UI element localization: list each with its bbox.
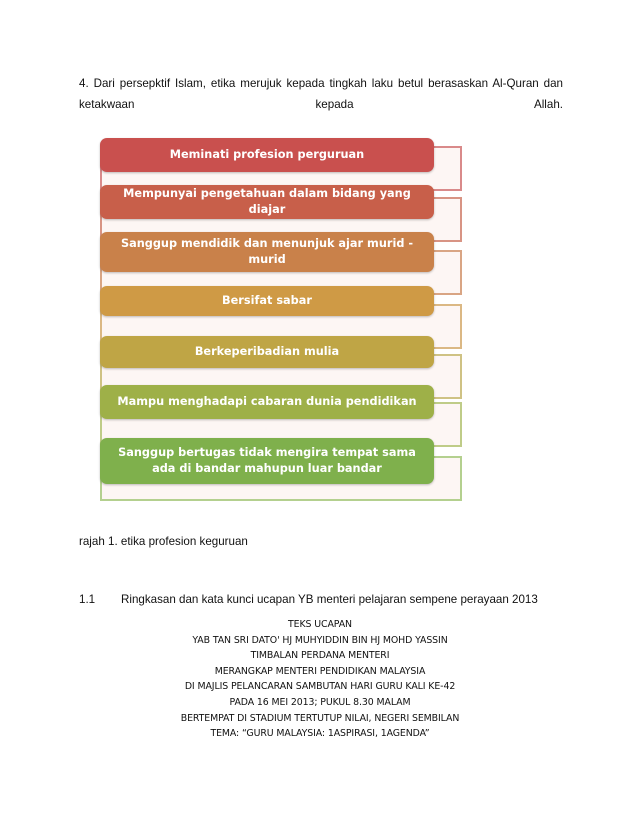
diagram-item-5 (100, 336, 434, 368)
section-heading (79, 593, 538, 606)
diagram-item-label: Mampu menghadapi cabaran dunia pendidikan (117, 395, 417, 408)
diagram-item-3 (100, 232, 434, 272)
diagram-item-4 (100, 286, 434, 316)
section-title: Ringkasan dan kata kunci ucapan YB menteri pelajaran sempene perayaan 2013 (121, 593, 538, 606)
diagram-item-2 (100, 185, 434, 219)
speech-header (120, 617, 520, 742)
ethics-diagram (100, 134, 470, 500)
speech-line: BERTEMPAT DI STADIUM TERTUTUP NILAI, NEGERI SEMBILAN (180, 712, 460, 724)
diagram-item-label: Sanggup bertugas tidak mengira tempat sama ada di bandar mahupun luar bandar (118, 446, 416, 475)
speech-line: DI MAJLIS PELANCARAN SAMBUTAN HARI GURU KALI KE-42 (184, 681, 456, 693)
speech-line: PADA 16 MEI 2013; PUKUL 8.30 MALAM (229, 696, 411, 708)
speech-line: YAB TAN SRI DATO' HJ MUHYIDDIN BIN HJ MOHD YASSIN (192, 634, 448, 646)
speech-line: TIMBALAN PERDANA MENTERI (250, 650, 390, 662)
speech-line: TEKS UCAPAN (288, 619, 352, 630)
diagram-item-label: Bersifat sabar (222, 294, 312, 307)
diagram-item-label: Sanggup mendidik dan menunjuk ajar murid - murid (120, 237, 414, 266)
diagram-item-label: Meminati profesion perguruan (169, 148, 365, 161)
diagram-item-label: Mempunyai pengetahuan dalam bidang yang diajar (123, 187, 411, 216)
speech-line: TEMA: “GURU MALAYSIA: 1ASPIRASI, 1AGENDA” (210, 728, 430, 740)
intro-paragraph: 4. Dari persepktif Islam, etika merujuk kepada tingkah laku betul berasaskan Al-Quran dan ketakwaan kepada Allah. (79, 77, 563, 111)
diagram-item-6 (100, 385, 434, 419)
section-number: 1.1 (79, 593, 96, 606)
diagram-item-1 (100, 138, 434, 172)
diagram-item-7 (100, 438, 434, 484)
speech-line: MERANGKAP MENTERI PENDIDIKAN MALAYSIA (214, 665, 426, 677)
diagram-caption: rajah 1. etika profesion keguruan (79, 535, 248, 548)
diagram-item-label: Berkeperibadian mulia (194, 345, 340, 358)
